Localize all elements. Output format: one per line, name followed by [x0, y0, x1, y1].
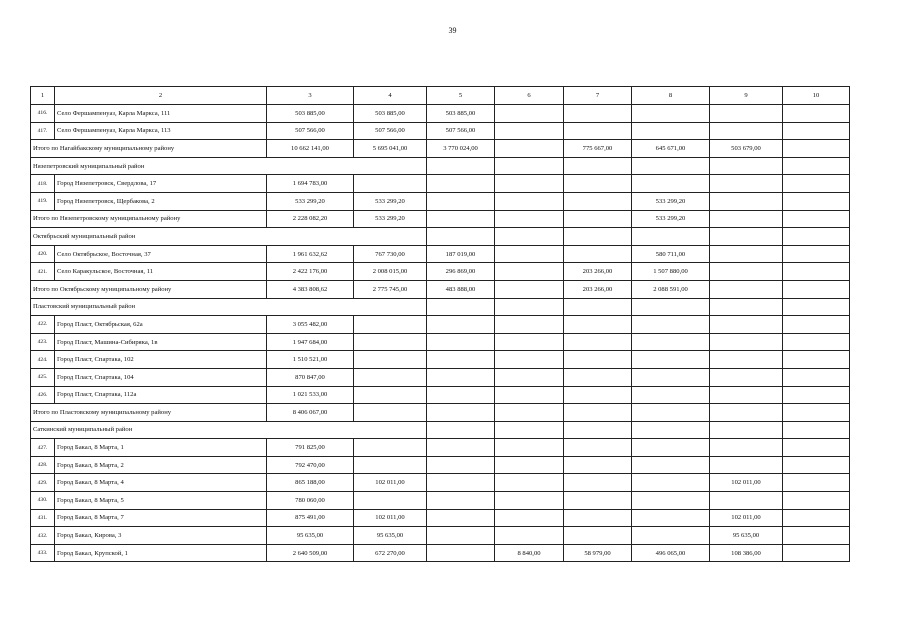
value-cell: 875 491,00	[267, 509, 354, 527]
value-cell	[495, 175, 564, 193]
value-cell	[564, 386, 632, 404]
address-cell: Город Бакал, Крупской, 1	[55, 544, 267, 562]
value-cell: 533 299,20	[632, 192, 710, 210]
header-cell: 9	[710, 87, 783, 105]
empty-cell	[495, 228, 564, 246]
value-cell: 533 299,20	[267, 192, 354, 210]
value-cell: 780 060,00	[267, 492, 354, 510]
total-value: 5 695 041,00	[354, 140, 427, 158]
address-cell: Город Пласт, Спартака, 112а	[55, 386, 267, 404]
value-cell	[354, 492, 427, 510]
table-row	[31, 439, 850, 457]
value-cell	[710, 386, 783, 404]
total-value	[495, 140, 564, 158]
value-cell: 102 011,00	[354, 474, 427, 492]
value-cell	[783, 175, 850, 193]
value-cell	[783, 122, 850, 140]
value-cell	[564, 105, 632, 123]
value-cell: 865 188,00	[267, 474, 354, 492]
total-value: 483 888,00	[427, 280, 495, 298]
row-number: 428.	[31, 456, 55, 474]
total-value	[564, 210, 632, 228]
header-cell: 7	[564, 87, 632, 105]
address-cell: Город Пласт, Машина-Сибиряка, 1в	[55, 333, 267, 351]
address-cell: Город Бакал, Кирова, 3	[55, 527, 267, 545]
value-cell: 2 640 509,00	[267, 544, 354, 562]
table-row	[31, 333, 850, 351]
table-row	[31, 351, 850, 369]
row-number: 426.	[31, 386, 55, 404]
value-cell	[783, 474, 850, 492]
table-row	[31, 492, 850, 510]
section-row	[31, 421, 850, 439]
total-value: 4 383 808,62	[267, 280, 354, 298]
value-cell	[354, 456, 427, 474]
total-value	[427, 404, 495, 422]
value-cell: 507 566,00	[354, 122, 427, 140]
value-cell	[564, 439, 632, 457]
empty-cell	[564, 228, 632, 246]
value-cell: 187 019,00	[427, 245, 495, 263]
value-cell	[783, 456, 850, 474]
value-cell	[564, 192, 632, 210]
empty-cell	[495, 298, 564, 316]
value-cell: 507 566,00	[267, 122, 354, 140]
value-cell	[710, 316, 783, 334]
table-row	[31, 245, 850, 263]
value-cell	[783, 351, 850, 369]
value-cell	[495, 263, 564, 281]
value-cell	[710, 368, 783, 386]
value-cell	[495, 333, 564, 351]
total-value	[783, 140, 850, 158]
value-cell	[427, 439, 495, 457]
total-value	[495, 280, 564, 298]
empty-cell	[710, 228, 783, 246]
page-number: 39	[448, 26, 457, 35]
value-cell: 296 869,00	[427, 263, 495, 281]
table-row	[31, 263, 850, 281]
table-row	[31, 105, 850, 123]
total-value: 533 299,20	[632, 210, 710, 228]
address-cell: Село Фершампенуаз, Карла Маркса, 113	[55, 122, 267, 140]
address-cell: Город Бакал, 8 Марта, 1	[55, 439, 267, 457]
value-cell: 2 008 015,00	[354, 263, 427, 281]
value-cell	[710, 456, 783, 474]
value-cell	[564, 122, 632, 140]
total-label: Итого по Пластовскому муниципальному району	[31, 404, 267, 422]
row-number: 419.	[31, 192, 55, 210]
row-number: 424.	[31, 351, 55, 369]
value-cell	[783, 527, 850, 545]
value-cell: 95 635,00	[710, 527, 783, 545]
value-cell: 1 507 880,00	[632, 263, 710, 281]
header-cell: 3	[267, 87, 354, 105]
value-cell	[710, 492, 783, 510]
value-cell: 870 847,00	[267, 368, 354, 386]
value-cell	[427, 456, 495, 474]
value-cell	[354, 368, 427, 386]
value-cell	[427, 351, 495, 369]
value-cell	[564, 245, 632, 263]
empty-cell	[632, 157, 710, 175]
empty-cell	[495, 421, 564, 439]
value-cell	[564, 456, 632, 474]
table-row	[31, 122, 850, 140]
empty-cell	[427, 157, 495, 175]
value-cell	[783, 368, 850, 386]
address-cell: Село Фершампенуаз, Карла Маркса, 111	[55, 105, 267, 123]
empty-cell	[632, 421, 710, 439]
row-number: 431.	[31, 509, 55, 527]
empty-cell	[427, 228, 495, 246]
table-row	[31, 386, 850, 404]
header-cell: 2	[55, 87, 267, 105]
total-value: 203 266,00	[564, 280, 632, 298]
value-cell: 102 011,00	[354, 509, 427, 527]
empty-cell	[564, 298, 632, 316]
empty-cell	[710, 298, 783, 316]
value-cell	[354, 386, 427, 404]
section-label: Октябрьский муниципальный район	[31, 228, 427, 246]
value-cell	[354, 333, 427, 351]
value-cell	[564, 492, 632, 510]
value-cell	[564, 509, 632, 527]
value-cell	[427, 333, 495, 351]
value-cell	[710, 263, 783, 281]
value-cell	[564, 333, 632, 351]
total-label: Итого по Нязепетровскому муниципальному району	[31, 210, 267, 228]
value-cell	[783, 333, 850, 351]
empty-cell	[495, 157, 564, 175]
value-cell: 496 065,00	[632, 544, 710, 562]
value-cell	[783, 105, 850, 123]
value-cell	[427, 509, 495, 527]
row-number: 430.	[31, 492, 55, 510]
row-number: 433.	[31, 544, 55, 562]
total-value: 645 671,00	[632, 140, 710, 158]
value-cell: 503 885,00	[427, 105, 495, 123]
section-row	[31, 157, 850, 175]
address-cell: Город Нязепетровск, Щербакова, 2	[55, 192, 267, 210]
empty-cell	[783, 228, 850, 246]
table-row	[31, 192, 850, 210]
value-cell: 203 266,00	[564, 263, 632, 281]
value-cell	[495, 192, 564, 210]
row-number: 416.	[31, 105, 55, 123]
value-cell	[495, 368, 564, 386]
row-number: 429.	[31, 474, 55, 492]
total-value: 3 770 024,00	[427, 140, 495, 158]
value-cell: 580 711,00	[632, 245, 710, 263]
empty-cell	[427, 421, 495, 439]
value-cell	[783, 386, 850, 404]
value-cell	[564, 351, 632, 369]
value-cell	[427, 175, 495, 193]
value-cell: 95 635,00	[354, 527, 427, 545]
header-cell: 5	[427, 87, 495, 105]
value-cell	[632, 368, 710, 386]
value-cell	[783, 509, 850, 527]
value-cell	[783, 245, 850, 263]
value-cell	[495, 316, 564, 334]
empty-cell	[783, 157, 850, 175]
header-cell: 8	[632, 87, 710, 105]
address-cell: Село Октябрьское, Восточная, 37	[55, 245, 267, 263]
total-value	[495, 210, 564, 228]
value-cell	[632, 333, 710, 351]
total-value	[783, 404, 850, 422]
value-cell	[783, 192, 850, 210]
header-cell: 6	[495, 87, 564, 105]
value-cell	[564, 175, 632, 193]
header-cell: 10	[783, 87, 850, 105]
total-value	[564, 404, 632, 422]
table-row	[31, 316, 850, 334]
empty-cell	[710, 421, 783, 439]
total-value: 2 775 745,00	[354, 280, 427, 298]
total-value: 775 667,00	[564, 140, 632, 158]
total-value	[710, 404, 783, 422]
address-cell: Город Пласт, Спартака, 104	[55, 368, 267, 386]
table-row	[31, 368, 850, 386]
value-cell	[632, 122, 710, 140]
value-cell	[710, 122, 783, 140]
address-cell: Город Бакал, 8 Марта, 2	[55, 456, 267, 474]
row-number: 417.	[31, 122, 55, 140]
row-number: 418.	[31, 175, 55, 193]
table-row	[31, 527, 850, 545]
total-row	[31, 280, 850, 298]
total-row	[31, 140, 850, 158]
row-number: 420.	[31, 245, 55, 263]
value-cell: 2 422 176,00	[267, 263, 354, 281]
value-cell	[495, 474, 564, 492]
row-number: 423.	[31, 333, 55, 351]
value-cell	[427, 316, 495, 334]
value-cell	[495, 492, 564, 510]
value-cell: 102 011,00	[710, 474, 783, 492]
section-label: Нязепетровский муниципальный район	[31, 157, 427, 175]
table-row	[31, 544, 850, 562]
total-value	[710, 280, 783, 298]
address-cell: Город Бакал, 8 Марта, 7	[55, 509, 267, 527]
value-cell	[710, 351, 783, 369]
value-cell: 108 386,00	[710, 544, 783, 562]
empty-cell	[427, 298, 495, 316]
total-value	[427, 210, 495, 228]
table-row	[31, 509, 850, 527]
empty-cell	[564, 421, 632, 439]
value-cell: 3 055 482,00	[267, 316, 354, 334]
empty-cell	[632, 298, 710, 316]
value-cell: 507 566,00	[427, 122, 495, 140]
empty-cell	[710, 157, 783, 175]
value-cell	[354, 439, 427, 457]
value-cell: 503 885,00	[267, 105, 354, 123]
empty-cell	[632, 228, 710, 246]
value-cell: 1 510 521,00	[267, 351, 354, 369]
value-cell	[783, 316, 850, 334]
header-cell: 4	[354, 87, 427, 105]
total-value: 533 299,20	[354, 210, 427, 228]
value-cell	[783, 492, 850, 510]
value-cell	[632, 439, 710, 457]
value-cell	[427, 474, 495, 492]
value-cell: 58 979,00	[564, 544, 632, 562]
table-row	[31, 175, 850, 193]
budget-table	[30, 86, 850, 562]
section-label: Пластовский муниципальный район	[31, 298, 427, 316]
value-cell	[783, 439, 850, 457]
value-cell: 767 730,00	[354, 245, 427, 263]
value-cell	[632, 509, 710, 527]
total-value: 503 679,00	[710, 140, 783, 158]
value-cell: 95 635,00	[267, 527, 354, 545]
value-cell	[354, 351, 427, 369]
total-value	[783, 280, 850, 298]
total-value: 2 088 591,00	[632, 280, 710, 298]
total-label: Итого по Нагайбакскому муниципальному району	[31, 140, 267, 158]
address-cell: Город Бакал, 8 Марта, 5	[55, 492, 267, 510]
value-cell	[632, 456, 710, 474]
section-label: Саткинский муниципальный район	[31, 421, 427, 439]
section-row	[31, 228, 850, 246]
value-cell	[427, 192, 495, 210]
value-cell: 792 470,00	[267, 456, 354, 474]
value-cell	[495, 386, 564, 404]
value-cell	[632, 316, 710, 334]
total-row	[31, 210, 850, 228]
row-number: 427.	[31, 439, 55, 457]
value-cell	[427, 492, 495, 510]
value-cell: 1 694 783,00	[267, 175, 354, 193]
value-cell	[710, 105, 783, 123]
value-cell	[495, 527, 564, 545]
value-cell	[495, 351, 564, 369]
value-cell	[710, 439, 783, 457]
value-cell	[354, 316, 427, 334]
value-cell: 533 299,20	[354, 192, 427, 210]
total-label: Итого по Октябрьскому муниципальному району	[31, 280, 267, 298]
header-row	[31, 87, 850, 105]
value-cell	[710, 175, 783, 193]
value-cell	[564, 474, 632, 492]
value-cell	[632, 386, 710, 404]
total-value	[495, 404, 564, 422]
total-value	[354, 404, 427, 422]
empty-cell	[564, 157, 632, 175]
address-cell: Город Бакал, 8 Марта, 4	[55, 474, 267, 492]
address-cell: Город Нязепетровск, Свердлова, 17	[55, 175, 267, 193]
value-cell	[354, 175, 427, 193]
value-cell	[427, 386, 495, 404]
value-cell	[495, 105, 564, 123]
row-number: 425.	[31, 368, 55, 386]
address-cell: Село Каракульское, Восточная, 11	[55, 263, 267, 281]
value-cell	[710, 245, 783, 263]
value-cell	[632, 351, 710, 369]
header-cell: 1	[31, 87, 55, 105]
value-cell	[427, 527, 495, 545]
row-number: 422.	[31, 316, 55, 334]
value-cell: 503 885,00	[354, 105, 427, 123]
empty-cell	[783, 421, 850, 439]
total-value: 2 228 082,20	[267, 210, 354, 228]
address-cell: Город Пласт, Октябрьская, 62а	[55, 316, 267, 334]
empty-cell	[783, 298, 850, 316]
value-cell: 1 947 684,00	[267, 333, 354, 351]
value-cell: 1 961 632,62	[267, 245, 354, 263]
total-row	[31, 404, 850, 422]
value-cell	[427, 544, 495, 562]
row-number: 421.	[31, 263, 55, 281]
value-cell	[710, 333, 783, 351]
value-cell	[495, 245, 564, 263]
table-row	[31, 474, 850, 492]
value-cell	[495, 122, 564, 140]
address-cell: Город Пласт, Спартака, 102	[55, 351, 267, 369]
total-value: 8 406 067,00	[267, 404, 354, 422]
value-cell: 672 270,00	[354, 544, 427, 562]
value-cell	[710, 192, 783, 210]
section-row	[31, 298, 850, 316]
value-cell	[427, 368, 495, 386]
value-cell	[783, 263, 850, 281]
value-cell	[495, 509, 564, 527]
value-cell	[495, 456, 564, 474]
value-cell	[632, 474, 710, 492]
value-cell	[564, 316, 632, 334]
value-cell: 1 021 533,00	[267, 386, 354, 404]
value-cell: 8 840,00	[495, 544, 564, 562]
value-cell	[783, 544, 850, 562]
value-cell: 102 011,00	[710, 509, 783, 527]
value-cell	[632, 492, 710, 510]
total-value	[632, 404, 710, 422]
value-cell	[632, 175, 710, 193]
value-cell	[632, 527, 710, 545]
value-cell	[632, 105, 710, 123]
value-cell	[564, 527, 632, 545]
total-value	[710, 210, 783, 228]
value-cell	[495, 439, 564, 457]
row-number: 432.	[31, 527, 55, 545]
total-value	[783, 210, 850, 228]
table-row	[31, 456, 850, 474]
value-cell	[564, 368, 632, 386]
value-cell: 791 825,00	[267, 439, 354, 457]
total-value: 10 662 141,00	[267, 140, 354, 158]
